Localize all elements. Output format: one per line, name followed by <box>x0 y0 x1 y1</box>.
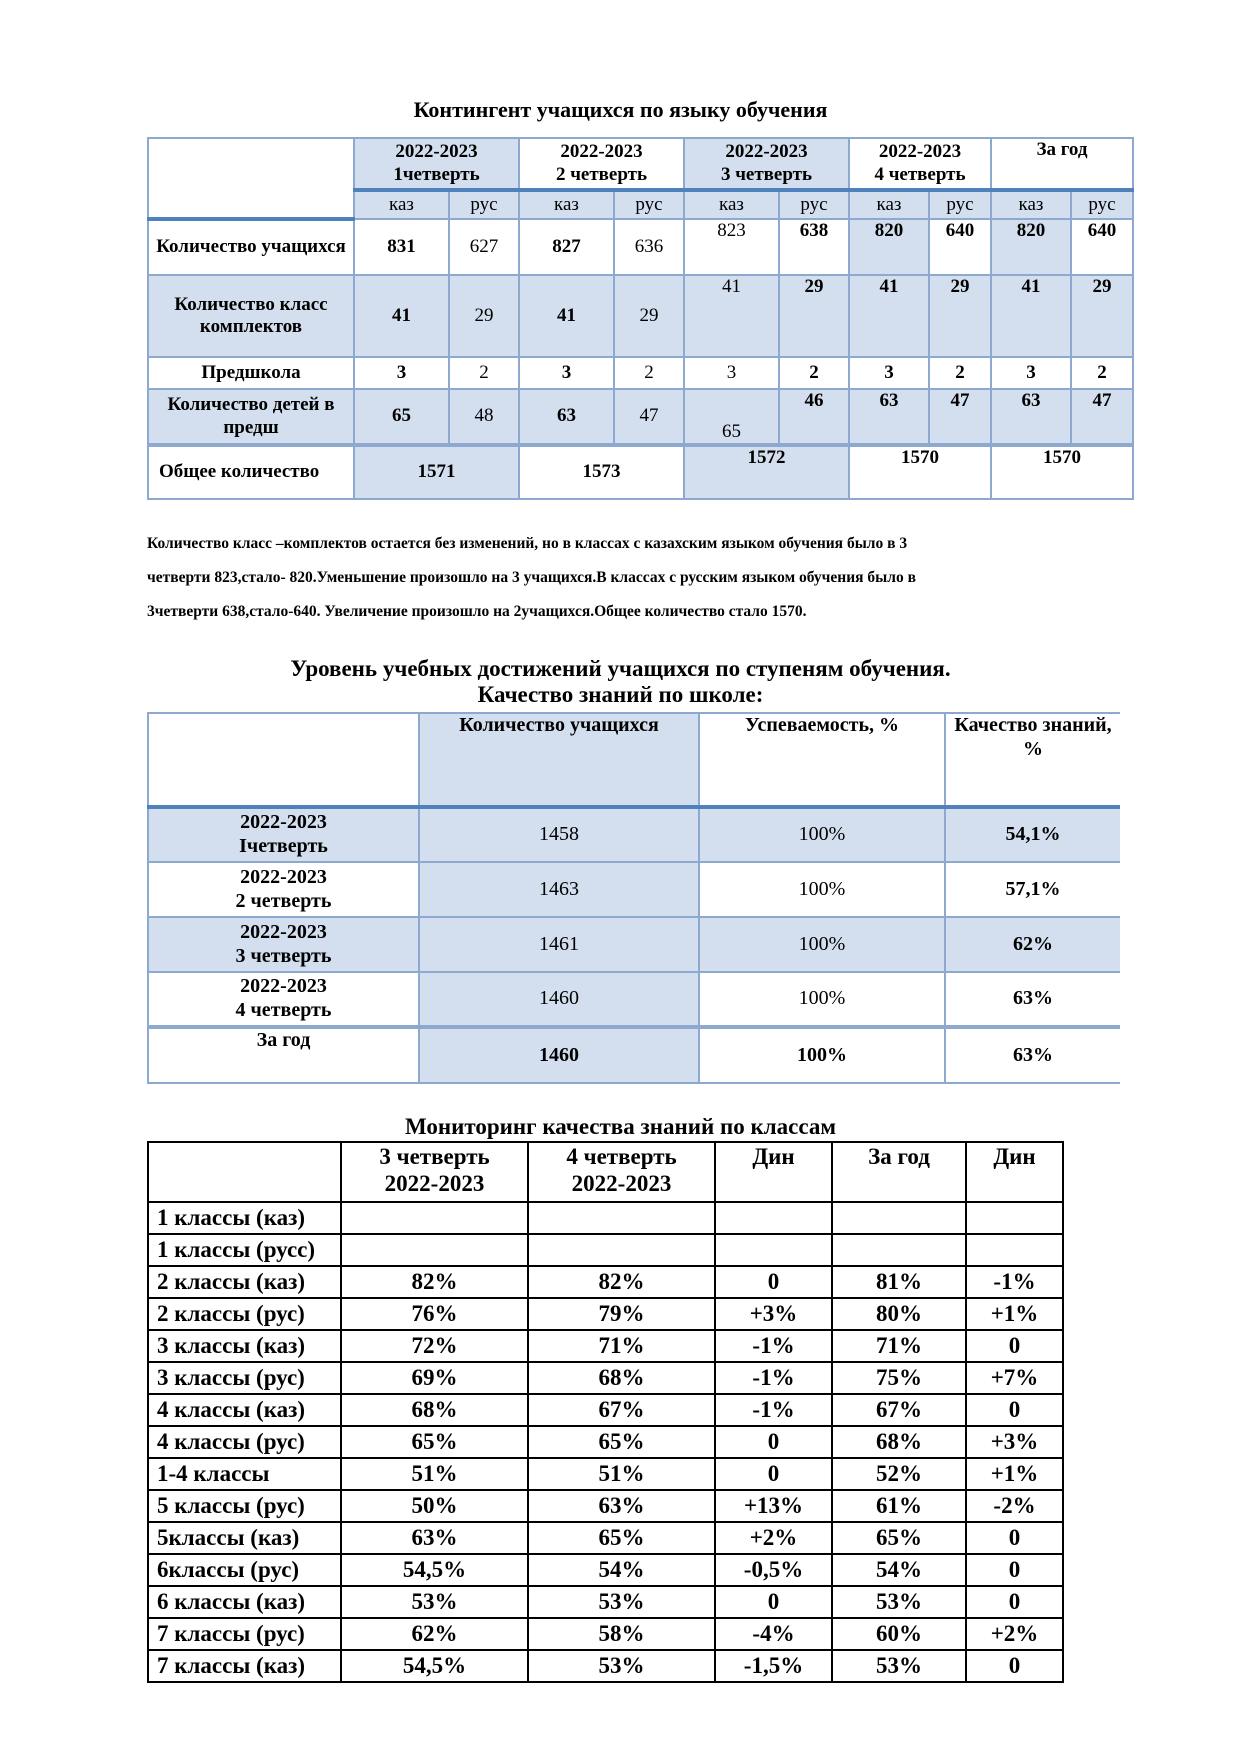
cell-q3: 50% <box>341 1490 528 1522</box>
cell-quality: 54,1% <box>945 807 1120 862</box>
cell-q3: 51% <box>341 1458 528 1490</box>
total-cell: 1570 <box>849 445 991 499</box>
row-label: 5 классы (рус) <box>148 1490 341 1522</box>
cell-q4: 58% <box>528 1618 715 1650</box>
cell-q4: 82% <box>528 1266 715 1298</box>
table-row <box>148 1650 1063 1682</box>
cell-progress: 100% <box>699 807 945 862</box>
cell-q3: 82% <box>341 1266 528 1298</box>
table-row <box>148 1298 1063 1330</box>
cell-year: 71% <box>832 1330 966 1362</box>
cell-din: -1,5% <box>715 1650 832 1682</box>
cell-q4 <box>528 1202 715 1234</box>
achievement-title: Уровень учебных достижений учащихся по ступеням обучения. <box>290 656 951 681</box>
paragraph-line: четверти 823,стало- 820.Уменьшение произошло на 3 учащихся.В классах с русским языком обучения было в <box>147 569 916 586</box>
cell: 46 <box>779 389 849 445</box>
row-label: 5классы (каз) <box>148 1522 341 1554</box>
cell: 63 <box>849 389 929 445</box>
cell: 3 <box>991 357 1071 389</box>
cell: 29 <box>614 275 684 357</box>
achievement-subtitle: Качество знаний по школе: <box>477 682 764 707</box>
cell-din2: +1% <box>966 1458 1063 1490</box>
sub-header-rus: рус <box>779 190 849 219</box>
row-label: 4 классы (каз) <box>148 1394 341 1426</box>
cell: 47 <box>929 389 991 445</box>
total-progress: 100% <box>699 1027 945 1083</box>
row-label: Предшкола <box>148 357 354 389</box>
cell-year: 61% <box>832 1490 966 1522</box>
cell-q3 <box>341 1234 528 1266</box>
row-label: 3 классы (каз) <box>148 1330 341 1362</box>
table-row <box>148 1202 1063 1234</box>
cell: 2 <box>449 357 519 389</box>
cell: 29 <box>449 275 519 357</box>
sub-header-kaz: каз <box>849 190 929 219</box>
cell-quality: 62% <box>945 917 1120 972</box>
cell-q4: 71% <box>528 1330 715 1362</box>
cell-q4: 65% <box>528 1426 715 1458</box>
corner-cell <box>148 138 354 219</box>
cell-year: 80% <box>832 1298 966 1330</box>
cell: 65 <box>354 389 449 445</box>
total-cell: 1572 <box>684 445 849 499</box>
cell-year: 68% <box>832 1426 966 1458</box>
cell-din2: 0 <box>966 1554 1063 1586</box>
cell-din2: 0 <box>966 1330 1063 1362</box>
achievement-table <box>147 712 1120 1084</box>
cell-q3: 53% <box>341 1586 528 1618</box>
cell-din: 0 <box>715 1266 832 1298</box>
table-row <box>148 1330 1063 1362</box>
table-row <box>148 1362 1063 1394</box>
cell-din2 <box>966 1202 1063 1234</box>
cell-din: +3% <box>715 1298 832 1330</box>
cell-din2: -1% <box>966 1266 1063 1298</box>
cell-q4: 68% <box>528 1362 715 1394</box>
cell: 48 <box>449 389 519 445</box>
cell-q4: 67% <box>528 1394 715 1426</box>
row-label: 1-4 классы <box>148 1458 341 1490</box>
header-din: Дин <box>715 1142 832 1202</box>
paragraph-line: Количество класс –комплектов остается без изменений, но в классах с казахским языком обучения было в 3 <box>147 535 908 552</box>
row-label: Количество класс комплектов <box>148 275 354 357</box>
cell-din: +2% <box>715 1522 832 1554</box>
cell-din: 0 <box>715 1458 832 1490</box>
cell-progress: 100% <box>699 917 945 972</box>
header-count: Количество учащихся <box>419 713 699 807</box>
total-cell: 1571 <box>354 445 519 499</box>
cell-din: -1% <box>715 1394 832 1426</box>
cell-q3: 62% <box>341 1618 528 1650</box>
cell: 2 <box>1071 357 1133 389</box>
cell-q3: 72% <box>341 1330 528 1362</box>
sub-header-rus: рус <box>929 190 991 219</box>
cell-year: 60% <box>832 1618 966 1650</box>
cell-q3: 69% <box>341 1362 528 1394</box>
cell-q3: 68% <box>341 1394 528 1426</box>
cell-q3: 76% <box>341 1298 528 1330</box>
monitoring-title: Мониторинг качества знаний по классам <box>404 1114 837 1139</box>
cell-din: -1% <box>715 1362 832 1394</box>
cell-year: 53% <box>832 1586 966 1618</box>
cell: 2 <box>779 357 849 389</box>
cell: 41 <box>991 275 1071 357</box>
row-label: 1 классы (каз) <box>148 1202 341 1234</box>
row-label: 1 классы (русс) <box>148 1234 341 1266</box>
cell-din2 <box>966 1234 1063 1266</box>
row-label: 2022-2023 2 четверть <box>148 862 419 917</box>
header-q3: 3 четверть 2022-2023 <box>341 1142 528 1202</box>
summary-paragraph <box>147 527 1107 629</box>
row-label: 2022-2023 4 четверть <box>148 972 419 1027</box>
cell-q3: 63% <box>341 1522 528 1554</box>
cell-year: 52% <box>832 1458 966 1490</box>
cell-din <box>715 1234 832 1266</box>
cell-q3: 54,5% <box>341 1554 528 1586</box>
total-count: 1460 <box>419 1027 699 1083</box>
header-progress: Успеваемость, % <box>699 713 945 807</box>
table-row <box>148 1426 1063 1458</box>
cell-din: -1% <box>715 1330 832 1362</box>
sub-header-kaz: каз <box>684 190 779 219</box>
cell-count: 1458 <box>419 807 699 862</box>
cell: 29 <box>779 275 849 357</box>
cell: 627 <box>449 219 519 275</box>
cell-count: 1461 <box>419 917 699 972</box>
contingent-title: Контингент учащихся по языку обучения <box>413 97 828 122</box>
row-label: 7 классы (рус) <box>148 1618 341 1650</box>
table-row <box>148 1618 1063 1650</box>
header-din: Дин <box>966 1142 1063 1202</box>
cell: 47 <box>614 389 684 445</box>
total-label: Общее количество <box>148 445 354 499</box>
cell-year <box>832 1202 966 1234</box>
cell-quality: 57,1% <box>945 862 1120 917</box>
cell: 2 <box>929 357 991 389</box>
cell-year: 67% <box>832 1394 966 1426</box>
cell-q4: 54% <box>528 1554 715 1586</box>
row-label: 7 классы (каз) <box>148 1650 341 1682</box>
cell: 640 <box>929 219 991 275</box>
total-cell: 1570 <box>991 445 1133 499</box>
table-row <box>148 1490 1063 1522</box>
table-row <box>148 1586 1063 1618</box>
header-quality: Качество знаний, % <box>945 713 1120 807</box>
cell-din2: +1% <box>966 1298 1063 1330</box>
cell-din2: +7% <box>966 1362 1063 1394</box>
period-header: За год <box>991 138 1133 190</box>
cell: 820 <box>991 219 1071 275</box>
corner-cell <box>148 713 419 807</box>
table-row <box>148 1522 1063 1554</box>
cell-din: +13% <box>715 1490 832 1522</box>
cell-progress: 100% <box>699 972 945 1027</box>
sub-header-kaz: каз <box>991 190 1071 219</box>
total-label: За год <box>148 1027 419 1083</box>
table-row <box>148 1458 1063 1490</box>
cell-year: 75% <box>832 1362 966 1394</box>
period-header: 2022-2023 3 четверть <box>684 138 849 190</box>
cell: 29 <box>929 275 991 357</box>
cell: 3 <box>519 357 614 389</box>
row-label: 6классы (рус) <box>148 1554 341 1586</box>
cell-count: 1460 <box>419 972 699 1027</box>
cell: 47 <box>1071 389 1133 445</box>
sub-header-kaz: каз <box>354 190 449 219</box>
total-quality: 63% <box>945 1027 1120 1083</box>
cell: 827 <box>519 219 614 275</box>
cell: 63 <box>519 389 614 445</box>
row-label: 4 классы (рус) <box>148 1426 341 1458</box>
cell: 3 <box>354 357 449 389</box>
row-label: 2022-2023 3 четверть <box>148 917 419 972</box>
cell: 831 <box>354 219 449 275</box>
cell-din <box>715 1202 832 1234</box>
header-year: За год <box>832 1142 966 1202</box>
cell-year: 54% <box>832 1554 966 1586</box>
cell-q3 <box>341 1202 528 1234</box>
contingent-table <box>147 137 1134 500</box>
cell-progress: 100% <box>699 862 945 917</box>
cell: 823 <box>684 219 779 275</box>
cell-din2: -2% <box>966 1490 1063 1522</box>
cell-q3: 54,5% <box>341 1650 528 1682</box>
cell-din2: +3% <box>966 1426 1063 1458</box>
table-row <box>148 1394 1063 1426</box>
paragraph-line: 3четверти 638,стало-640. Увеличение произошло на 2учащихся.Общее количество стало 1570. <box>147 603 807 620</box>
monitoring-table <box>147 1141 1064 1683</box>
sub-header-rus: рус <box>449 190 519 219</box>
total-cell: 1573 <box>519 445 684 499</box>
cell-q4: 63% <box>528 1490 715 1522</box>
cell-din2: 0 <box>966 1586 1063 1618</box>
cell-din: -4% <box>715 1618 832 1650</box>
cell: 41 <box>684 275 779 357</box>
cell-q4: 51% <box>528 1458 715 1490</box>
cell: 29 <box>1071 275 1133 357</box>
row-label: 2022-2023 Iчетверть <box>148 807 419 862</box>
cell-q3: 65% <box>341 1426 528 1458</box>
cell-quality: 63% <box>945 972 1120 1027</box>
cell-year: 65% <box>832 1522 966 1554</box>
sub-header-rus: рус <box>1071 190 1133 219</box>
cell: 640 <box>1071 219 1133 275</box>
cell-q4 <box>528 1234 715 1266</box>
cell-din2: 0 <box>966 1394 1063 1426</box>
corner-cell <box>148 1142 341 1202</box>
cell: 65 <box>684 389 779 445</box>
cell: 2 <box>614 357 684 389</box>
row-label: 6 классы (каз) <box>148 1586 341 1618</box>
cell-year <box>832 1234 966 1266</box>
cell: 3 <box>849 357 929 389</box>
cell-q4: 53% <box>528 1586 715 1618</box>
cell-din2: +2% <box>966 1618 1063 1650</box>
cell-din2: 0 <box>966 1650 1063 1682</box>
cell: 3 <box>684 357 779 389</box>
cell: 820 <box>849 219 929 275</box>
cell: 638 <box>779 219 849 275</box>
cell-year: 53% <box>832 1650 966 1682</box>
cell-q4: 65% <box>528 1522 715 1554</box>
cell: 41 <box>849 275 929 357</box>
table-row <box>148 1554 1063 1586</box>
cell-din: 0 <box>715 1586 832 1618</box>
cell-q4: 53% <box>528 1650 715 1682</box>
table-row <box>148 1234 1063 1266</box>
cell-din: -0,5% <box>715 1554 832 1586</box>
row-label: 2 классы (рус) <box>148 1298 341 1330</box>
cell-din2: 0 <box>966 1522 1063 1554</box>
period-header: 2022-2023 1четверть <box>354 138 519 190</box>
cell: 41 <box>519 275 614 357</box>
cell-q4: 79% <box>528 1298 715 1330</box>
cell-year: 81% <box>832 1266 966 1298</box>
sub-header-rus: рус <box>614 190 684 219</box>
header-q4: 4 четверть 2022-2023 <box>528 1142 715 1202</box>
row-label: Количество учащихся <box>148 219 354 275</box>
cell: 63 <box>991 389 1071 445</box>
row-label: 3 классы (рус) <box>148 1362 341 1394</box>
sub-header-kaz: каз <box>519 190 614 219</box>
row-label: 2 классы (каз) <box>148 1266 341 1298</box>
period-header: 2022-2023 4 четверть <box>849 138 991 190</box>
cell: 41 <box>354 275 449 357</box>
table-row <box>148 1266 1063 1298</box>
row-label: Количество детей в предш <box>148 389 354 445</box>
period-header: 2022-2023 2 четверть <box>519 138 684 190</box>
cell: 636 <box>614 219 684 275</box>
cell-din: 0 <box>715 1426 832 1458</box>
cell-count: 1463 <box>419 862 699 917</box>
